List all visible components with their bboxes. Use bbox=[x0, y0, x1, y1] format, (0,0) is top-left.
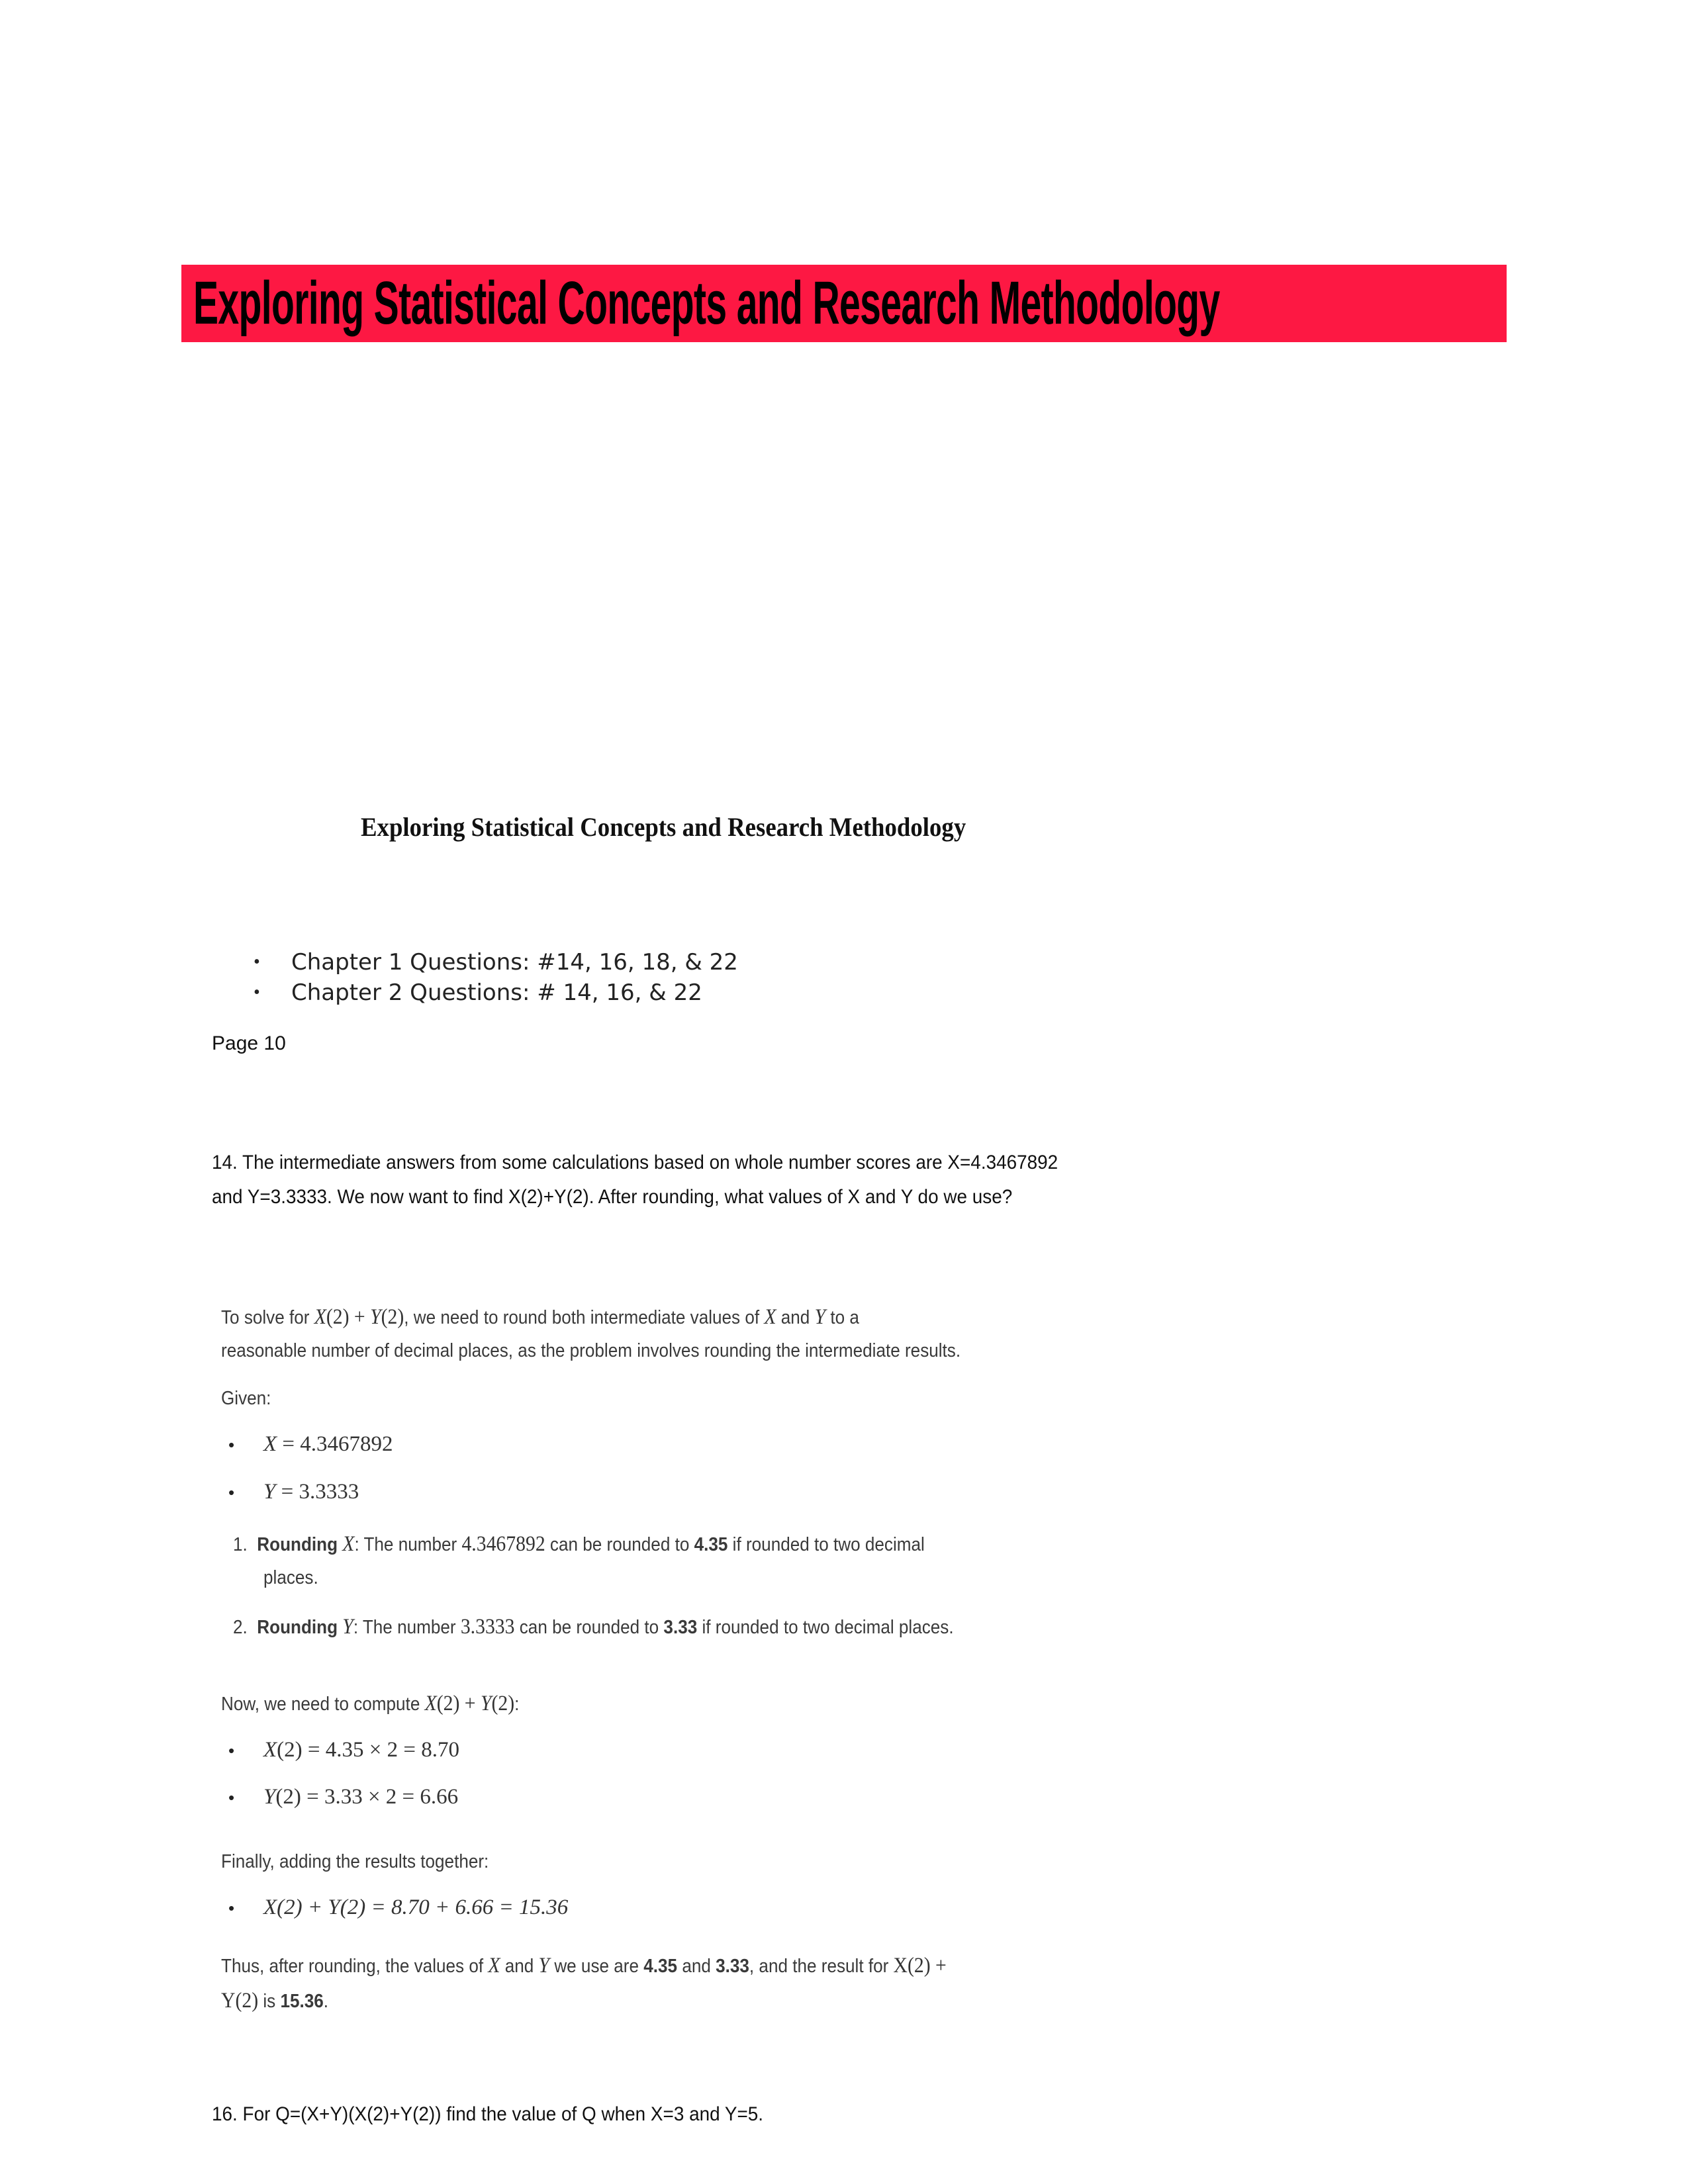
compute-y2: Y(2) = 3.33 × 2 = 6.66 bbox=[263, 1785, 459, 1809]
title-banner bbox=[181, 265, 1507, 342]
bullet-icon: • bbox=[228, 1741, 235, 1760]
given-label: Given: bbox=[221, 1388, 271, 1409]
question-16: 16. For Q=(X+Y)(X(2)+Y(2)) find the value of Q when X=3 and Y=5. bbox=[212, 2103, 764, 2125]
bullet-icon: • bbox=[254, 952, 260, 972]
given-x: X = 4.3467892 bbox=[263, 1432, 393, 1456]
bullet-icon: • bbox=[254, 982, 260, 1003]
bullet-icon: • bbox=[228, 1435, 235, 1455]
document-title: Exploring Statistical Concepts and Research Methodology bbox=[361, 812, 966, 842]
compute-x2: X(2) = 4.35 × 2 = 8.70 bbox=[263, 1738, 459, 1762]
rounding-step-2: 2. Rounding Y: The number 3.3333 can be rounded to 3.33 if rounded to two decimal places. bbox=[233, 1615, 954, 1639]
answer-intro-line-2: reasonable number of decimal places, as the problem involves rounding the intermediate results. bbox=[221, 1340, 961, 1361]
rounding-step-1-cont: places. bbox=[263, 1567, 318, 1588]
question-14-line-2: and Y=3.3333. We now want to find X(2)+Y(2). After rounding, what values of X and Y do we use? bbox=[212, 1186, 1013, 1208]
rounding-step-1: 1. Rounding X: The number 4.3467892 can be rounded to 4.35 if rounded to two decimal bbox=[233, 1532, 925, 1556]
page-label: Page 10 bbox=[212, 1032, 286, 1054]
question-14-line-1: 14. The intermediate answers from some calculations based on whole number scores are X=4.3467892 bbox=[212, 1152, 1058, 1173]
final-expression: X(2) + Y(2) = 8.70 + 6.66 = 15.36 bbox=[263, 1895, 569, 1919]
bullet-icon: • bbox=[228, 1898, 235, 1918]
conclusion-line-2: Y(2) is 15.36. bbox=[221, 1989, 329, 2013]
assignment-item: Chapter 1 Questions: #14, 16, 18, & 22 bbox=[291, 949, 738, 976]
bullet-icon: • bbox=[228, 1788, 235, 1807]
compute-intro: Now, we need to compute X(2) + Y(2): bbox=[221, 1692, 520, 1715]
banner-title: Exploring Statistical Concepts and Research Methodology bbox=[193, 269, 1220, 337]
answer-intro-line-1: To solve for X(2) + Y(2), we need to round both intermediate values of X and Y to a bbox=[221, 1305, 859, 1329]
bullet-icon: • bbox=[228, 1482, 235, 1502]
assignment-item: Chapter 2 Questions: # 14, 16, & 22 bbox=[291, 979, 702, 1006]
given-y: Y = 3.3333 bbox=[263, 1480, 359, 1504]
conclusion-line-1: Thus, after rounding, the values of X and Y we use are 4.35 and 3.33, and the result for X(2) + bbox=[221, 1954, 947, 1978]
final-intro: Finally, adding the results together: bbox=[221, 1851, 489, 1872]
math-expression: X(2) + Y(2) bbox=[314, 1305, 404, 1329]
